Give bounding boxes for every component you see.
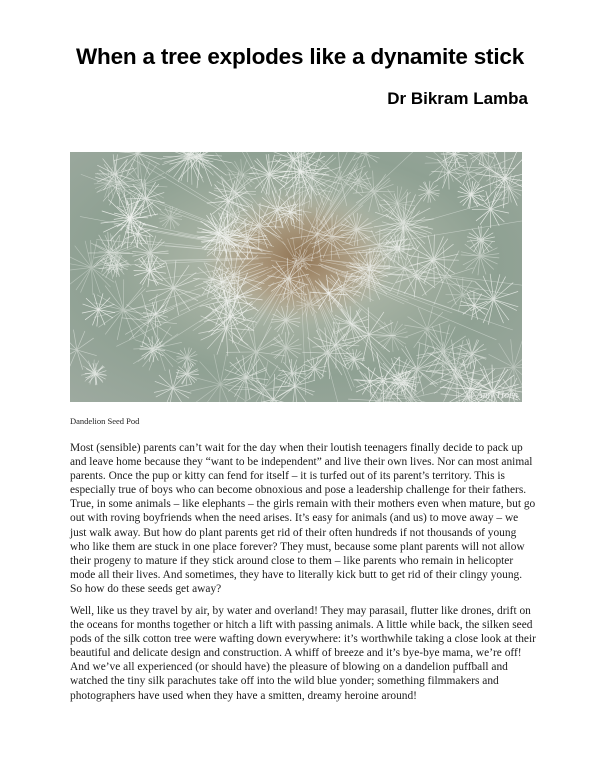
dandelion-photo: [70, 152, 522, 402]
paragraph-1: Most (sensible) parents can’t wait for the day when their loutish teenagers finally decide to pack up and leave home because they “want to be independent” and live their own lives. Nor can most animal parents. Once the pup or kitty can fend for itself – it is turfed out of its parent’s territory. This is especially true of boys who can become obnoxious and pose a leadership challenge for their fathers. True, in some animals – like elephants – the girls remain with their mothers even when mature, but go out with roving boyfriends when the need arises. It’s easy for animals (and us) to move away – we just walk away. But how do plant parents get rid of their often hundreds if not thousands of young who like them are stuck in one place forever? They must, because some plant parents will not allow their progeny to mature if they stick around close to them – like parents who remain in helicopter mode all their lives. And sometimes, they have to literally kick butt to get rid of their clingy young. So how do these seeds get away?: [70, 442, 536, 595]
photo-watermark: © Amy Horn: [466, 390, 518, 401]
document-title: When a tree explodes like a dynamite stick: [75, 44, 525, 69]
paragraph-2: Well, like us they travel by air, by water and overland! They may parasail, flutter like drones, drift on the oceans for months together or hitch a lift with passing animals. A little while back, the silken seed pods of the silk cotton tree were wafting down everywhere: it’s worthwhile taking a close look at their beautiful and delicate design and construction. A whiff of breeze and it’s bye-bye mama, we’re off! And we’ve all experienced (or should have) the pleasure of blowing on a dandelion puffball and watched the tiny silk parachutes take off into the wild blue yonder; something filmmakers and photographers have used when they have a smitten, dreamy heroine around!: [70, 605, 536, 702]
author-name: Dr Bikram Lamba: [387, 89, 528, 108]
image-caption: Dandelion Seed Pod: [70, 416, 140, 426]
